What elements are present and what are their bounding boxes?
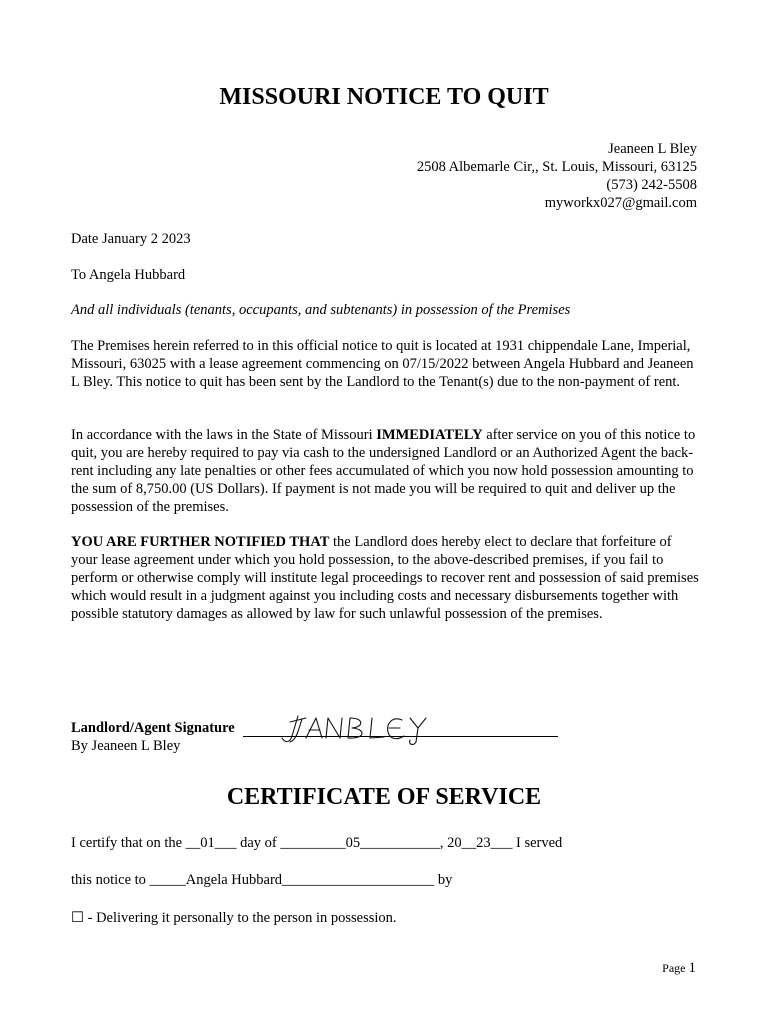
served-person-name: Angela Hubbard bbox=[185, 872, 283, 888]
page-label: Page bbox=[662, 961, 689, 975]
handwritten-signature bbox=[276, 712, 486, 746]
certificate-date-text-4: ___ I served bbox=[490, 835, 563, 851]
checkbox-icon[interactable]: ☐ bbox=[71, 910, 84, 926]
payment-paragraph bbox=[71, 426, 701, 516]
sender-name: Jeaneen L Bley bbox=[608, 141, 697, 157]
document-title: MISSOURI NOTICE TO QUIT bbox=[219, 84, 549, 110]
date-line: Date January 2 2023 bbox=[71, 231, 191, 247]
payment-paragraph-intro: In accordance with the laws in the State of Missouri bbox=[71, 427, 377, 443]
forfeiture-paragraph bbox=[71, 533, 701, 623]
sender-block bbox=[417, 140, 697, 212]
signer-name-line: By Jeaneen L Bley bbox=[71, 738, 181, 754]
further-notified-emphasis: YOU ARE FURTHER NOTIFIED THAT bbox=[71, 534, 330, 550]
recipient-line: To Angela Hubbard bbox=[71, 267, 186, 283]
service-method-label: - Delivering it personally to the person in possession. bbox=[84, 910, 397, 926]
service-day: 01 bbox=[200, 835, 215, 851]
page-number-value: 1 bbox=[688, 960, 696, 976]
service-method-option bbox=[71, 910, 397, 927]
certificate-date-text-2: ___ day of _________ bbox=[214, 835, 346, 851]
certificate-date-text-3: ___________, 20__ bbox=[360, 835, 477, 851]
forfeiture-paragraph-body: the Landlord does hereby elect to declare that forfeiture of your lease agreement under which you hold possession, to the above-described premises, if you fail to perform or otherwise comply will institute legal proceedings to recover rent and possession of said premises which would result in a judgment against you including costs and necessary disbursements together with possible statutory damages as allowed by law for such unlawful possession of the premises. bbox=[71, 534, 699, 622]
sender-phone: (573) 242-5508 bbox=[606, 177, 697, 193]
page-number bbox=[662, 960, 696, 977]
immediately-emphasis: IMMEDIATELY bbox=[376, 427, 483, 443]
certificate-recipient-line bbox=[71, 872, 452, 889]
certificate-recipient-text-1: this notice to _____ bbox=[71, 872, 186, 888]
certificate-title: CERTIFICATE OF SERVICE bbox=[226, 784, 542, 810]
sender-address: 2508 Albemarle Cir,, St. Louis, Missouri, 63125 bbox=[416, 159, 697, 175]
service-year: 23 bbox=[476, 835, 491, 851]
payment-paragraph-body: after service on you of this notice to quit, you are hereby required to pay via cash to the undersigned Landlord or an Authorized Agent the back-rent including any late penalties or other fees accumulated of which you now hold possession amounting to the sum of 8,750.00 (US Dollars). If payment is not made you will be required to quit and deliver up the possession of the premises. bbox=[71, 427, 696, 515]
service-month: 05 bbox=[345, 835, 361, 851]
sender-email: myworkx027@gmail.com bbox=[544, 195, 697, 211]
individuals-line: And all individuals (tenants, occupants, and subtenants) in possession of the Premises bbox=[71, 302, 571, 318]
signature-label: Landlord/Agent Signature bbox=[71, 720, 235, 736]
certificate-recipient-text-2: _____________________ by bbox=[282, 872, 453, 888]
signature-row bbox=[71, 712, 571, 740]
certificate-date-line bbox=[71, 835, 562, 852]
premises-paragraph: The Premises herein referred to in this official notice to quit is located at 1931 chippendale Lane, Imperial, Missouri, 63025 with a lease agreement commencing on 07/15/2022 between Angela Hubbard and Jeaneen L Bley. This notice to quit has been sent by the Landlord to the Tenant(s) due to the non-payment of rent. bbox=[71, 338, 694, 390]
certificate-date-text-1: I certify that on the __ bbox=[71, 835, 201, 851]
